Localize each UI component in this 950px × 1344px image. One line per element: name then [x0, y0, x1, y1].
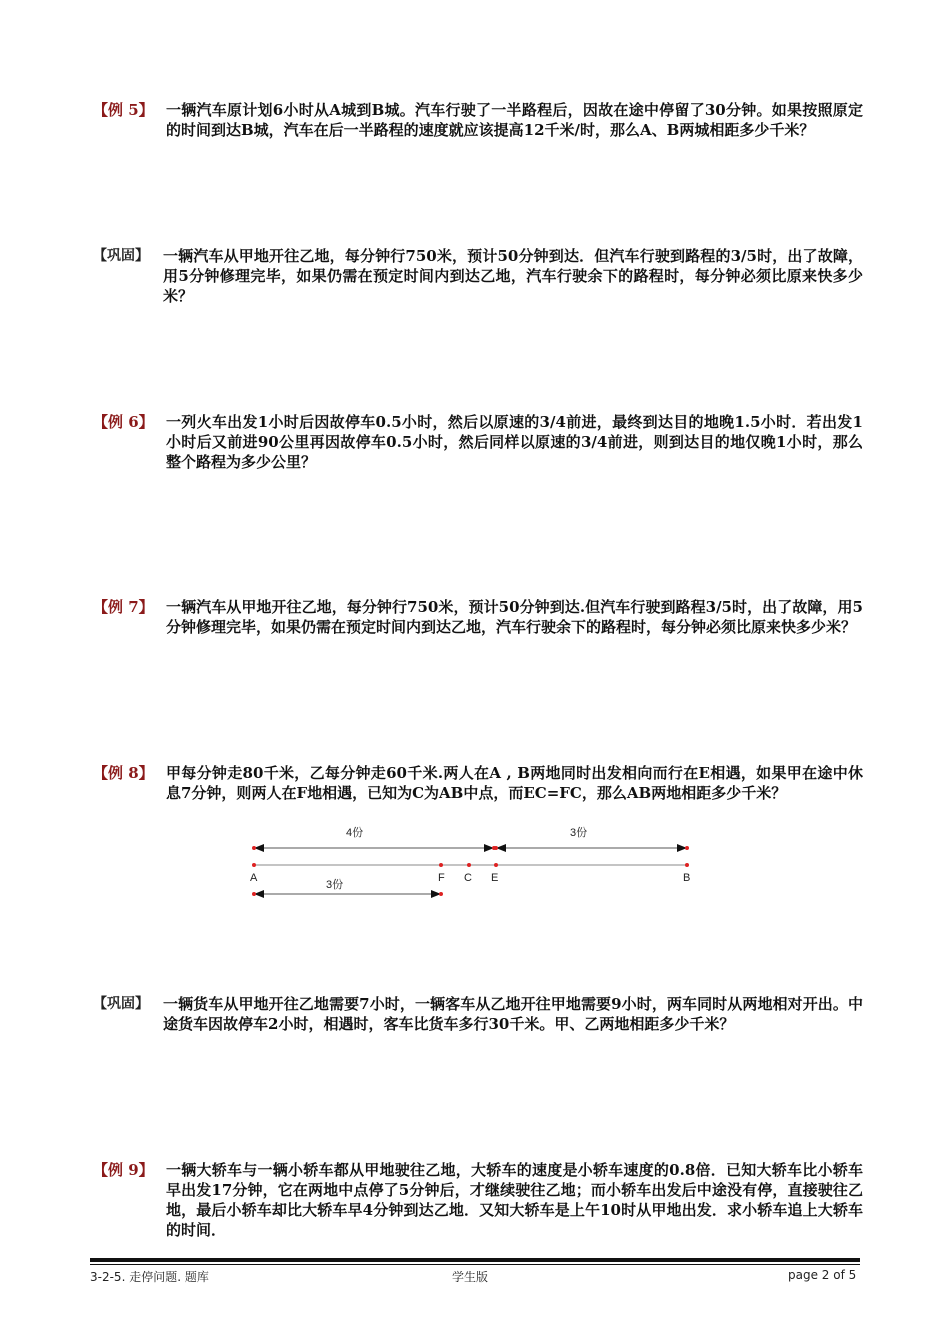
problem-tag: 【例 5】: [93, 101, 154, 119]
problem-consolidate-2: [93, 994, 863, 1034]
problem-tag: 【例 6】: [93, 413, 154, 431]
label-a: A: [250, 872, 258, 884]
point-marker: [252, 846, 256, 850]
label-3-parts-top: 3份: [570, 827, 588, 839]
problem-tag: 【巩固】: [93, 996, 149, 1012]
footer-center: 学生版: [452, 1270, 489, 1284]
problem-text: 一辆汽车原计划6小时从A城到B城。汽车行驶了一半路程后，因故在途中停留了30分钟。如果按照原定的时间到达B城，汽车在后一半路程的速度就应该提高12千米/时，那么A、B两城相距多少千米？: [166, 101, 863, 139]
point-marker: [494, 846, 498, 850]
problem-text: 一辆货车从甲地开往乙地需要7小时，一辆客车从乙地开往甲地需要9小时，两车同时从两地相对开出。中途货车因故停车2小时，相遇时，客车比货车多行30千米。甲、乙两地相距多少千米？: [163, 995, 863, 1033]
problem-example-5: [93, 100, 863, 140]
problem-tag: 【例 8】: [93, 764, 154, 782]
problem-tag: 【巩固】: [93, 248, 149, 264]
label-4-parts: 4份: [346, 827, 364, 839]
footer-right: page 2 of 5: [788, 1268, 857, 1282]
label-e: E: [491, 872, 499, 884]
footer-rule: [90, 1258, 860, 1262]
problem-example-7: [93, 597, 863, 637]
problem-text: 一辆汽车从甲地开往乙地，每分钟行750米，预计50分钟到达.但汽车行驶到路程3/5时，出了故障，用5分钟修理完毕，如果仍需在预定时间内到达乙地，汽车行驶余下的路程时，每分钟必须比原来快多少米？: [166, 598, 863, 636]
point-c: [467, 863, 471, 867]
problem-text: 一辆大轿车与一辆小轿车都从甲地驶往乙地，大轿车的速度是小轿车速度的0.8倍．已知大轿车比小轿车早出发17分钟，它在两地中点停了5分钟后，才继续驶往乙地；而小轿车出发后中途没有停，直接驶往乙地，最后小轿车却比大轿车早4分钟到达乙地．又知大轿车是上午10时从甲地出发．求小轿车追上大轿车的时间．: [166, 1161, 863, 1239]
problem-consolidate-1: [93, 246, 863, 306]
problem-tag: 【例 7】: [93, 598, 154, 616]
point-marker: [685, 846, 689, 850]
point-f: [439, 863, 443, 867]
label-3-parts-bottom: 3份: [326, 879, 344, 891]
point-a: [252, 863, 256, 867]
problem-text: 一列火车出发1小时后因故停车0.5小时，然后以原速的3/4前进，最终到达目的地晚1.5小时．若出发1小时后又前进90公里再因故停车0.5小时，然后同样以原速的3/4前进，则到达目的地仅晚1小时，那么整个路程为多少公里？: [166, 413, 863, 471]
point-marker: [252, 892, 256, 896]
label-f: F: [438, 872, 445, 884]
point-marker: [439, 892, 443, 896]
problem-text: 甲每分钟走80千米，乙每分钟走60千米.两人在A , B两地同时出发相向而行在E相遇，如果甲在途中休息7分钟，则两人在F地相遇，已知为C为AB中点，而EC=FC，那么AB两地相距多少千米？: [166, 764, 863, 802]
label-b: B: [683, 872, 691, 884]
point-e: [494, 863, 498, 867]
problem-tag: 【例 9】: [93, 1161, 154, 1179]
problem-example-6: [93, 412, 863, 472]
label-c: C: [464, 872, 472, 884]
problem-example-9: [93, 1160, 863, 1240]
segment-diagram: [240, 820, 710, 900]
problem-text: 一辆汽车从甲地开往乙地，每分钟行750米，预计50分钟到达．但汽车行驶到路程的3/5时，出了故障，用5分钟修理完毕，如果仍需在预定时间内到达乙地，汽车行驶余下的路程时，每分钟必须比原来快多少米？: [163, 247, 863, 305]
problem-example-8: [93, 763, 863, 803]
footer-rule-thin: [90, 1264, 860, 1265]
footer-left: 3-2-5. 走停问题. 题库: [90, 1270, 209, 1284]
point-b: [685, 863, 689, 867]
